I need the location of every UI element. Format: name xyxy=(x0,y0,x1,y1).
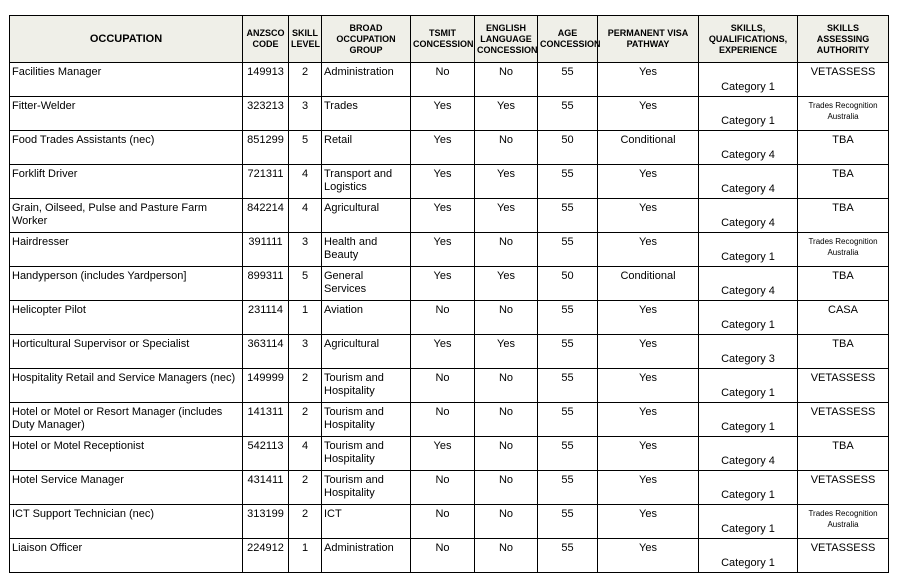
cell-anzsco-code: 231114 xyxy=(243,301,289,335)
cell-assessing-authority: VETASSESS xyxy=(798,403,889,437)
cell-occupation: Liaison Officer xyxy=(10,539,243,573)
header-skills-qualifications-experience: SKILLS, QUALIFICATIONS, EXPERIENCE xyxy=(699,16,798,63)
cell-skill-level: 4 xyxy=(289,199,322,233)
cell-skills-category: Category 1 xyxy=(699,233,798,267)
cell-english-concession: No xyxy=(475,369,538,403)
table-row xyxy=(10,267,889,301)
cell-english-concession: No xyxy=(475,233,538,267)
cell-skill-level: 2 xyxy=(289,63,322,97)
cell-skills-category: Category 1 xyxy=(699,369,798,403)
cell-assessing-authority: TBA xyxy=(798,437,889,471)
cell-occupation-group: Agricultural xyxy=(322,199,411,233)
cell-tsmit-concession: Yes xyxy=(411,335,475,369)
cell-occupation-group: Tourism and Hospitality xyxy=(322,471,411,505)
cell-tsmit-concession: No xyxy=(411,301,475,335)
cell-anzsco-code: 323213 xyxy=(243,97,289,131)
cell-english-concession: Yes xyxy=(475,165,538,199)
cell-occupation: Food Trades Assistants (nec) xyxy=(10,131,243,165)
cell-occupation: Horticultural Supervisor or Specialist xyxy=(10,335,243,369)
cell-skill-level: 2 xyxy=(289,403,322,437)
cell-tsmit-concession: Yes xyxy=(411,131,475,165)
cell-skills-category: Category 1 xyxy=(699,471,798,505)
cell-occupation-group: Agricultural xyxy=(322,335,411,369)
cell-english-concession: No xyxy=(475,471,538,505)
cell-visa-pathway: Yes xyxy=(598,403,699,437)
cell-occupation: Fitter-Welder xyxy=(10,97,243,131)
cell-visa-pathway: Yes xyxy=(598,199,699,233)
cell-visa-pathway: Yes xyxy=(598,301,699,335)
cell-skills-category: Category 1 xyxy=(699,505,798,539)
cell-english-concession: No xyxy=(475,539,538,573)
cell-age-concession: 55 xyxy=(538,437,598,471)
table-row xyxy=(10,131,889,165)
cell-english-concession: No xyxy=(475,63,538,97)
cell-occupation: Hospitality Retail and Service Managers (nec) xyxy=(10,369,243,403)
cell-anzsco-code: 842214 xyxy=(243,199,289,233)
table-row xyxy=(10,233,889,267)
cell-skill-level: 5 xyxy=(289,131,322,165)
cell-assessing-authority: TBA xyxy=(798,267,889,301)
cell-skill-level: 2 xyxy=(289,471,322,505)
cell-tsmit-concession: No xyxy=(411,63,475,97)
cell-occupation-group: Administration xyxy=(322,539,411,573)
cell-anzsco-code: 149913 xyxy=(243,63,289,97)
cell-occupation-group: Transport and Logistics xyxy=(322,165,411,199)
cell-occupation-group: Trades xyxy=(322,97,411,131)
cell-visa-pathway: Yes xyxy=(598,335,699,369)
table-row xyxy=(10,165,889,199)
cell-assessing-authority: TBA xyxy=(798,131,889,165)
cell-visa-pathway: Yes xyxy=(598,165,699,199)
cell-age-concession: 55 xyxy=(538,335,598,369)
cell-tsmit-concession: Yes xyxy=(411,97,475,131)
cell-skills-category: Category 4 xyxy=(699,199,798,233)
cell-visa-pathway: Yes xyxy=(598,369,699,403)
cell-tsmit-concession: Yes xyxy=(411,233,475,267)
cell-visa-pathway: Yes xyxy=(598,471,699,505)
cell-age-concession: 55 xyxy=(538,369,598,403)
cell-anzsco-code: 363114 xyxy=(243,335,289,369)
cell-english-concession: No xyxy=(475,301,538,335)
cell-age-concession: 55 xyxy=(538,63,598,97)
cell-occupation: Hotel Service Manager xyxy=(10,471,243,505)
cell-occupation-group: Tourism and Hospitality xyxy=(322,437,411,471)
cell-visa-pathway: Yes xyxy=(598,437,699,471)
cell-skill-level: 2 xyxy=(289,505,322,539)
header-broad-occupation-group: BROAD OCCUPATION GROUP xyxy=(322,16,411,63)
cell-age-concession: 55 xyxy=(538,505,598,539)
cell-skill-level: 4 xyxy=(289,165,322,199)
cell-tsmit-concession: Yes xyxy=(411,165,475,199)
cell-english-concession: No xyxy=(475,131,538,165)
table-row xyxy=(10,199,889,233)
cell-skills-category: Category 4 xyxy=(699,131,798,165)
cell-assessing-authority: TBA xyxy=(798,165,889,199)
cell-assessing-authority: VETASSESS xyxy=(798,369,889,403)
cell-occupation-group: Retail xyxy=(322,131,411,165)
cell-occupation-group: Tourism and Hospitality xyxy=(322,369,411,403)
cell-skill-level: 5 xyxy=(289,267,322,301)
header-age-concession: AGE CONCESSION xyxy=(538,16,598,63)
occupation-table xyxy=(9,15,889,573)
cell-assessing-authority: VETASSESS xyxy=(798,539,889,573)
cell-age-concession: 50 xyxy=(538,131,598,165)
cell-visa-pathway: Yes xyxy=(598,97,699,131)
header-english-language-concession: ENGLISH LANGUAGE CONCESSION xyxy=(475,16,538,63)
cell-visa-pathway: Yes xyxy=(598,505,699,539)
header-skills-assessing-authority: SKILLS ASSESSING AUTHORITY xyxy=(798,16,889,63)
cell-tsmit-concession: No xyxy=(411,369,475,403)
table-row xyxy=(10,471,889,505)
cell-skill-level: 3 xyxy=(289,335,322,369)
cell-age-concession: 55 xyxy=(538,301,598,335)
cell-occupation-group: ICT xyxy=(322,505,411,539)
cell-assessing-authority: TBA xyxy=(798,199,889,233)
table-row xyxy=(10,301,889,335)
header-occupation: OCCUPATION xyxy=(10,16,243,63)
table-row xyxy=(10,539,889,573)
table-row xyxy=(10,403,889,437)
cell-assessing-authority: Trades Recognition Australia xyxy=(798,97,889,131)
cell-skills-category: Category 1 xyxy=(699,539,798,573)
cell-tsmit-concession: No xyxy=(411,471,475,505)
table-row xyxy=(10,63,889,97)
cell-tsmit-concession: Yes xyxy=(411,437,475,471)
cell-assessing-authority: Trades Recognition Australia xyxy=(798,505,889,539)
cell-occupation-group: Aviation xyxy=(322,301,411,335)
cell-anzsco-code: 431411 xyxy=(243,471,289,505)
header-permanent-visa-pathway: PERMANENT VISA PATHWAY xyxy=(598,16,699,63)
cell-anzsco-code: 721311 xyxy=(243,165,289,199)
cell-skills-category: Category 4 xyxy=(699,437,798,471)
cell-assessing-authority: Trades Recognition Australia xyxy=(798,233,889,267)
cell-assessing-authority: CASA xyxy=(798,301,889,335)
cell-skill-level: 2 xyxy=(289,369,322,403)
cell-age-concession: 55 xyxy=(538,233,598,267)
cell-anzsco-code: 851299 xyxy=(243,131,289,165)
cell-occupation: Grain, Oilseed, Pulse and Pasture Farm Worker xyxy=(10,199,243,233)
cell-occupation: Forklift Driver xyxy=(10,165,243,199)
cell-age-concession: 55 xyxy=(538,471,598,505)
cell-assessing-authority: VETASSESS xyxy=(798,471,889,505)
cell-anzsco-code: 899311 xyxy=(243,267,289,301)
table-row xyxy=(10,97,889,131)
cell-assessing-authority: TBA xyxy=(798,335,889,369)
cell-age-concession: 55 xyxy=(538,97,598,131)
cell-skill-level: 1 xyxy=(289,301,322,335)
cell-skills-category: Category 4 xyxy=(699,267,798,301)
cell-occupation-group: Health and Beauty xyxy=(322,233,411,267)
cell-skill-level: 3 xyxy=(289,97,322,131)
cell-occupation: Helicopter Pilot xyxy=(10,301,243,335)
cell-occupation-group: Administration xyxy=(322,63,411,97)
cell-skills-category: Category 1 xyxy=(699,63,798,97)
cell-occupation: Hotel or Motel Receptionist xyxy=(10,437,243,471)
table-row xyxy=(10,505,889,539)
cell-skills-category: Category 4 xyxy=(699,165,798,199)
table-row xyxy=(10,369,889,403)
cell-skills-category: Category 3 xyxy=(699,335,798,369)
cell-english-concession: Yes xyxy=(475,335,538,369)
cell-occupation: Facilities Manager xyxy=(10,63,243,97)
cell-occupation-group: Tourism and Hospitality xyxy=(322,403,411,437)
cell-age-concession: 55 xyxy=(538,199,598,233)
cell-visa-pathway: Conditional xyxy=(598,267,699,301)
cell-assessing-authority: VETASSESS xyxy=(798,63,889,97)
cell-age-concession: 50 xyxy=(538,267,598,301)
cell-anzsco-code: 542113 xyxy=(243,437,289,471)
cell-age-concession: 55 xyxy=(538,403,598,437)
cell-occupation: Hotel or Motel or Resort Manager (includes Duty Manager) xyxy=(10,403,243,437)
table-row xyxy=(10,335,889,369)
cell-skill-level: 1 xyxy=(289,539,322,573)
header-skill-level: SKILL LEVEL xyxy=(289,16,322,63)
header-anzsco-code: ANZSCO CODE xyxy=(243,16,289,63)
cell-anzsco-code: 141311 xyxy=(243,403,289,437)
cell-age-concession: 55 xyxy=(538,165,598,199)
cell-occupation-group: General Services xyxy=(322,267,411,301)
cell-visa-pathway: Conditional xyxy=(598,131,699,165)
cell-skills-category: Category 1 xyxy=(699,403,798,437)
cell-english-concession: Yes xyxy=(475,199,538,233)
cell-english-concession: Yes xyxy=(475,267,538,301)
cell-visa-pathway: Yes xyxy=(598,63,699,97)
cell-skill-level: 3 xyxy=(289,233,322,267)
cell-skills-category: Category 1 xyxy=(699,97,798,131)
cell-skills-category: Category 1 xyxy=(699,301,798,335)
cell-english-concession: No xyxy=(475,505,538,539)
cell-occupation: ICT Support Technician (nec) xyxy=(10,505,243,539)
cell-english-concession: No xyxy=(475,403,538,437)
cell-visa-pathway: Yes xyxy=(598,539,699,573)
cell-skill-level: 4 xyxy=(289,437,322,471)
cell-tsmit-concession: No xyxy=(411,403,475,437)
header-row xyxy=(10,16,889,63)
cell-anzsco-code: 391111 xyxy=(243,233,289,267)
cell-tsmit-concession: Yes xyxy=(411,267,475,301)
cell-occupation: Handyperson (includes Yardperson] xyxy=(10,267,243,301)
table-row xyxy=(10,437,889,471)
cell-age-concession: 55 xyxy=(538,539,598,573)
cell-tsmit-concession: No xyxy=(411,505,475,539)
cell-anzsco-code: 313199 xyxy=(243,505,289,539)
header-tsmit-concession: TSMIT CONCESSION xyxy=(411,16,475,63)
cell-anzsco-code: 149999 xyxy=(243,369,289,403)
cell-tsmit-concession: No xyxy=(411,539,475,573)
cell-visa-pathway: Yes xyxy=(598,233,699,267)
cell-occupation: Hairdresser xyxy=(10,233,243,267)
cell-english-concession: Yes xyxy=(475,97,538,131)
cell-anzsco-code: 224912 xyxy=(243,539,289,573)
cell-english-concession: No xyxy=(475,437,538,471)
cell-tsmit-concession: Yes xyxy=(411,199,475,233)
